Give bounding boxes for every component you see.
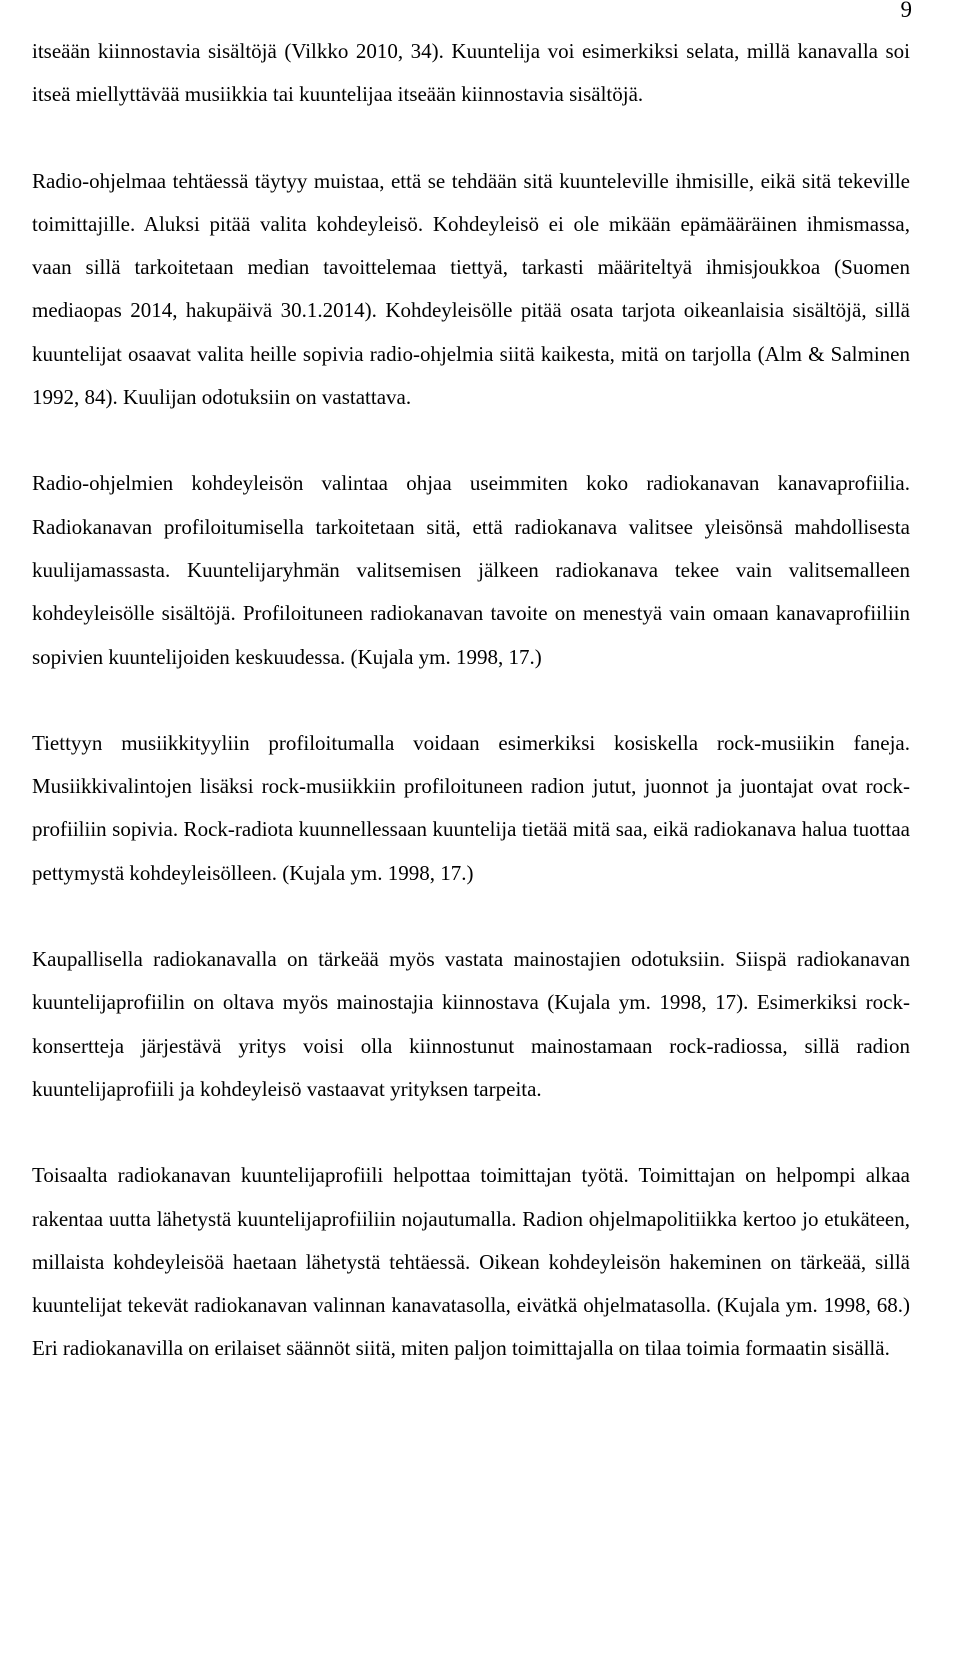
body-text	[32, 30, 910, 1371]
paragraph-gap	[32, 1111, 910, 1154]
paragraph-4: Tiettyyn musiikkityyliin profiloitumalla voidaan esimerkiksi kosiskella rock-musiikin faneja. Musiikkivalintojen lisäksi rock-musiikkiin profiloituneen radion jutut, juonnot ja juontajat ovat rock-profiiliin sopivia. Rock-radiota kuunnellessaan kuuntelija tietää mitä saa, eikä radiokanava halua tuottaa pettymystä kohdeyleisölleen. (Kujala ym. 1998, 17.)	[32, 730, 910, 885]
paragraph-gap	[32, 419, 910, 462]
paragraph-gap	[32, 679, 910, 722]
paragraph-1: itseään kiinnostavia sisältöjä (Vilkko 2010, 34). Kuuntelija voi esimerkiksi selata, millä kanavalla soi itseä miellyttävää musiikkia tai kuuntelijaa itseään kiinnostavia sisältöjä.	[32, 39, 910, 107]
paragraph-3: Radio-ohjelmien kohdeyleisön valintaa ohjaa useimmiten koko radiokanavan kanavaprofiilia. Radiokanavan profiloitumisella tarkoitetaan sitä, että radiokanava valitsee yleisönsä mahdollisesta kuulijamassasta. Kuuntelijaryhmän valitsemisen jälkeen radiokanava tekee vain valitsemalleen kohdeyleisölle sisältöjä. Profiloituneen radiokanavan tavoite on menestyä vain omaan kanavaprofiiliin sopivien kuuntelijoiden keskuudessa. (Kujala ym. 1998, 17.)	[32, 471, 910, 669]
page-number: 9	[900, 0, 912, 22]
paragraph-2: Radio-ohjelmaa tehtäessä täytyy muistaa, että se tehdään sitä kuunteleville ihmisille, eikä sitä tekeville toimittajille. Aluksi pitää valita kohdeyleisö. Kohdeyleisö ei ole mikään epämääräinen ihmismassa, vaan sillä tarkoitetaan median tavoittelemaa tiettyä, tarkasti määriteltyä ihmisjoukkoa (Suomen mediaopas 2014, hakupäivä 30.1.2014). Kohdeyleisölle pitää osata tarjota oikeanlaisia sisältöjä, sillä kuuntelijat osaavat valita heille sopivia radio-ohjelmia siitä kaikesta, mitä on tarjolla (Alm & Salminen 1992, 84). Kuulijan odotuksiin on vastattava.	[32, 168, 910, 410]
paragraph-6: Toisaalta radiokanavan kuuntelijaprofiili helpottaa toimittajan työtä. Toimittajan on helpompi alkaa rakentaa uutta lähetystä kuuntelijaprofiiliin nojautumalla. Radion ohjelmapolitiikka kertoo jo etukäteen, millaista kohdeyleisöä haetaan lähetystä tehtäessä. Oikean kohdeyleisön hakeminen on tärkeää, sillä kuuntelijat tekevät radiokanavan valinnan kanavatasolla, eivätkä ohjelmatasolla. (Kujala ym. 1998, 68.) Eri radiokanavilla on erilaiset säännöt siitä, miten paljon toimittajalla on tilaa toimia formaatin sisällä.	[32, 1163, 910, 1361]
paragraph-gap	[32, 117, 910, 160]
paragraph-gap	[32, 895, 910, 938]
paragraph-5: Kaupallisella radiokanavalla on tärkeää myös vastata mainostajien odotuksiin. Siispä radiokanavan kuuntelijaprofiilin on oltava myös mainostajia kiinnostava (Kujala ym. 1998, 17). Esimerkiksi rock-konsertteja järjestävä yritys voisi olla kiinnostunut mainostamaan rock-radiossa, sillä radion kuuntelijaprofiili ja kohdeyleisö vastaavat yrityksen tarpeita.	[32, 947, 910, 1101]
